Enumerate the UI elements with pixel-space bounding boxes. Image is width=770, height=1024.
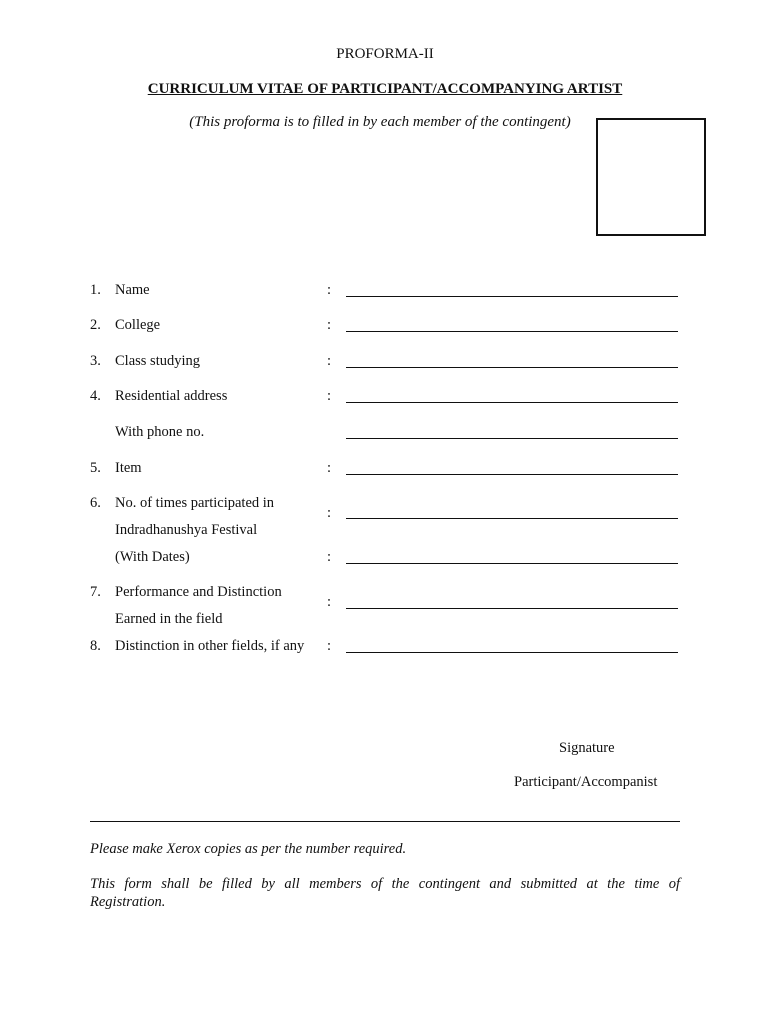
- participation-count-label: No. of times participated in: [115, 495, 275, 511]
- submission-note-line2: Registration.: [90, 894, 166, 910]
- name-label: Name: [115, 282, 150, 298]
- field-number: 2.: [90, 317, 101, 333]
- participation-count-field[interactable]: [346, 518, 678, 519]
- performance-label: Performance and Distinction: [115, 584, 282, 600]
- field-number: 1.: [90, 282, 101, 298]
- colon: :: [327, 638, 332, 654]
- festival-label: Indradhanushya Festival: [115, 522, 258, 538]
- divider: [90, 821, 680, 822]
- field-number: 8.: [90, 638, 101, 654]
- class-studying-field[interactable]: [346, 367, 678, 368]
- field-number: 3.: [90, 353, 101, 369]
- residential-address-field[interactable]: [346, 402, 678, 403]
- colon: :: [327, 505, 332, 521]
- dates-field[interactable]: [346, 563, 678, 564]
- xerox-note: Please make Xerox copies as per the number required.: [90, 841, 407, 857]
- item-label: Item: [115, 460, 142, 476]
- submission-note-line1: This form shall be filled by all members of the contingent and submitted at the time of: [90, 876, 680, 892]
- field-number: 5.: [90, 460, 101, 476]
- phone-field[interactable]: [346, 438, 678, 439]
- colon: :: [327, 353, 332, 369]
- name-field[interactable]: [346, 296, 678, 297]
- photo-box[interactable]: [596, 118, 706, 236]
- colon: :: [327, 594, 332, 610]
- residential-address-label: Residential address: [115, 388, 228, 404]
- signature-role: Participant/Accompanist: [514, 774, 658, 790]
- dates-label: (With Dates): [115, 549, 190, 565]
- field-number: 7.: [90, 584, 101, 600]
- field-number: 6.: [90, 495, 101, 511]
- college-label: College: [115, 317, 161, 333]
- class-studying-label: Class studying: [115, 353, 200, 369]
- item-field[interactable]: [346, 474, 678, 475]
- proforma-heading: PROFORMA-II: [336, 46, 434, 62]
- colon: :: [327, 460, 332, 476]
- form-instruction: (This proforma is to filled in by each member of the contingent): [189, 114, 571, 130]
- colon: :: [327, 317, 332, 333]
- field-number: 4.: [90, 388, 101, 404]
- performance-field[interactable]: [346, 608, 678, 609]
- colon: :: [327, 388, 332, 404]
- other-distinction-label: Distinction in other fields, if any: [115, 638, 305, 654]
- signature-label: Signature: [559, 740, 615, 756]
- page-title: CURRICULUM VITAE OF PARTICIPANT/ACCOMPANYING ARTIST: [147, 81, 623, 97]
- colon: :: [327, 549, 332, 565]
- phone-label: With phone no.: [115, 424, 205, 440]
- other-distinction-field[interactable]: [346, 652, 678, 653]
- earned-label: Earned in the field: [115, 611, 223, 627]
- college-field[interactable]: [346, 331, 678, 332]
- colon: :: [327, 282, 332, 298]
